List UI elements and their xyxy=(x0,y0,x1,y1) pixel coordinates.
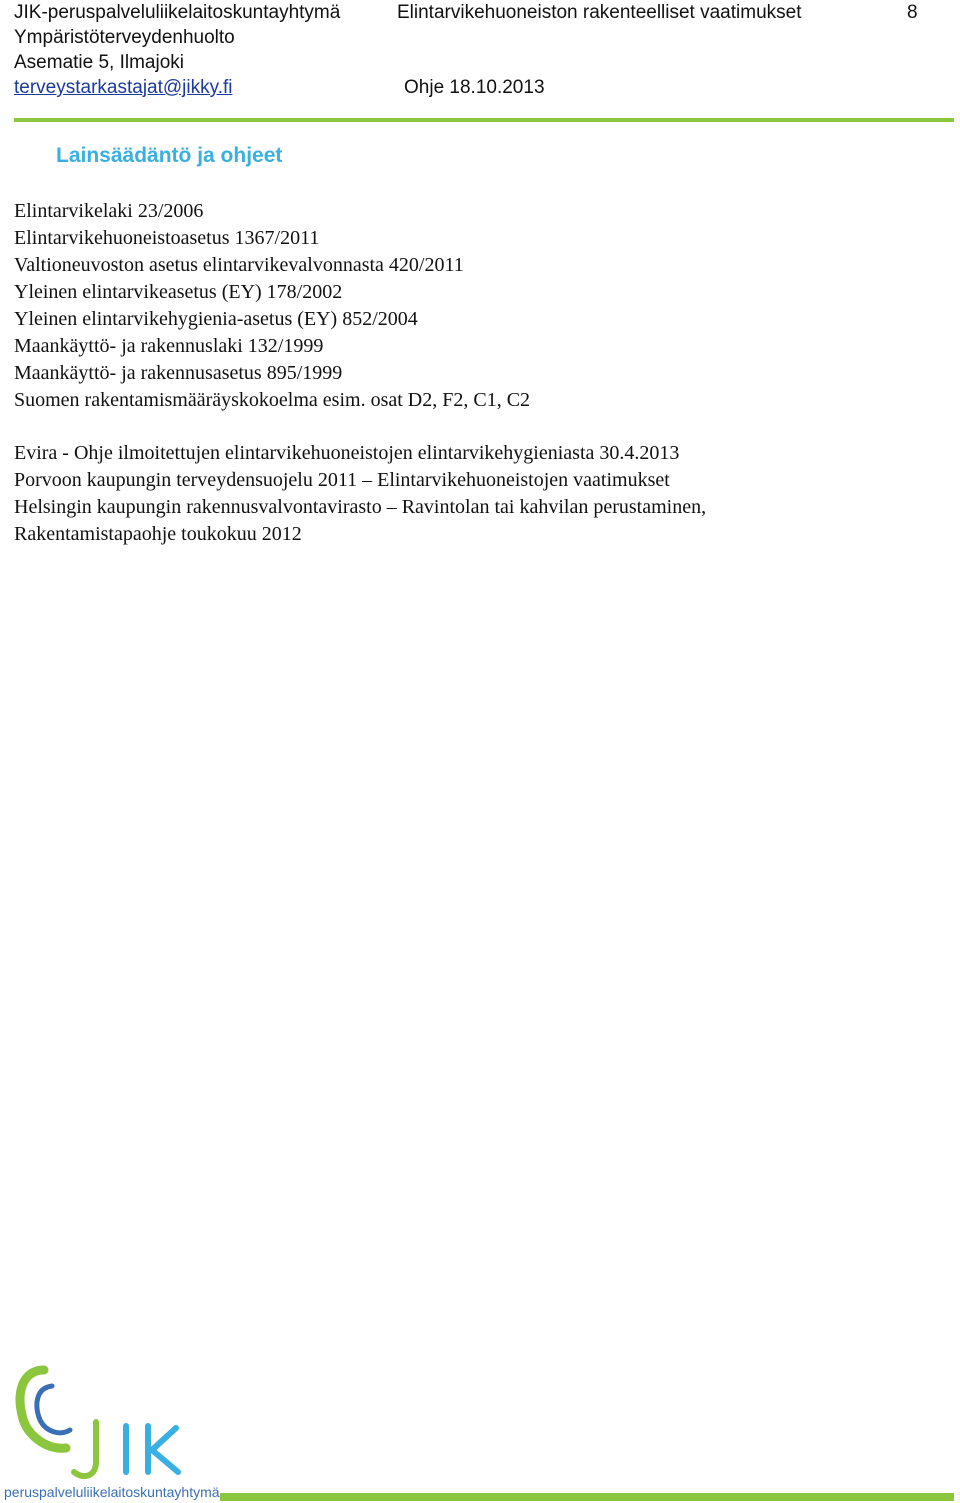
page-number: 8 xyxy=(907,2,918,23)
organization-name: JIK-peruspalveluliikelaitoskuntayhtymä xyxy=(14,2,341,23)
list-item: Yleinen elintarvikeasetus (EY) 178/2002 xyxy=(14,281,343,303)
header-row-1 xyxy=(14,0,946,25)
page-header xyxy=(14,0,946,100)
list-item: Evira - Ohje ilmoitettujen elintarvikehuoneistojen elintarvikehygieniasta 30.4.2013 xyxy=(14,442,680,464)
header-row-4 xyxy=(14,75,946,100)
list-item: Suomen rakentamismääräyskokoelma esim. osat D2, F2, C1, C2 xyxy=(14,389,531,411)
jik-logo-icon xyxy=(4,1360,214,1500)
guides-list xyxy=(14,440,944,548)
list-item: Maankäyttö- ja rakennusasetus 895/1999 xyxy=(14,362,343,384)
list-item: Porvoon kaupungin terveydensuojelu 2011 – Elintarvikehuoneistojen vaatimukset xyxy=(14,469,670,491)
header-divider xyxy=(14,118,954,122)
list-item: Yleinen elintarvikehygienia-asetus (EY) 852/2004 xyxy=(14,308,418,330)
header-row-3 xyxy=(14,50,946,75)
footer-divider xyxy=(220,1493,954,1501)
logo-caption: peruspalveluliikelaitoskuntayhtymä xyxy=(4,1484,220,1500)
address: Asematie 5, Ilmajoki xyxy=(14,52,185,73)
department-name: Ympäristöterveydenhuolto xyxy=(14,27,235,48)
list-item: Valtioneuvoston asetus elintarvikevalvonnasta 420/2011 xyxy=(14,254,464,276)
list-item: Rakentamistapaohje toukokuu 2012 xyxy=(14,523,302,545)
section-title: Lainsäädäntö ja ohjeet xyxy=(56,144,283,167)
list-item: Elintarvikelaki 23/2006 xyxy=(14,200,204,222)
list-item: Helsingin kaupungin rakennusvalvontavirasto – Ravintolan tai kahvilan perustaminen, xyxy=(14,496,707,518)
document-title: Elintarvikehuoneiston rakenteelliset vaatimukset xyxy=(397,2,802,23)
list-item: Elintarvikehuoneistoasetus 1367/2011 xyxy=(14,227,320,249)
legislation-list xyxy=(14,198,944,414)
guide-date: Ohje 18.10.2013 xyxy=(404,77,545,98)
header-row-2 xyxy=(14,25,946,50)
email-link[interactable]: terveystarkastajat@jikky.fi xyxy=(14,77,233,98)
list-item: Maankäyttö- ja rakennuslaki 132/1999 xyxy=(14,335,324,357)
